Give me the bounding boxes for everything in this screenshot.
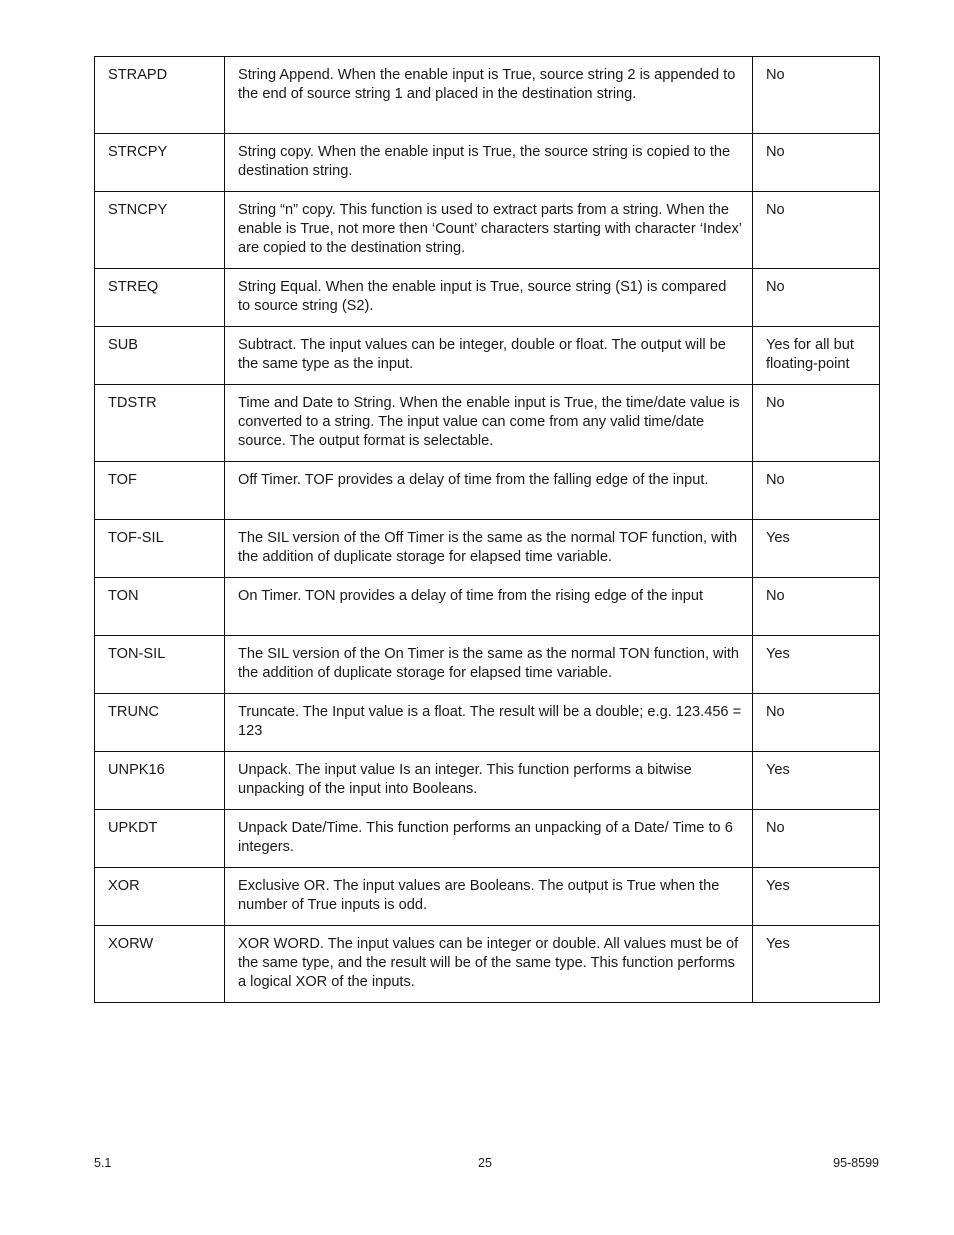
function-name: STRAPD: [95, 57, 225, 134]
function-description: Unpack. The input value Is an integer. This function performs a bitwise unpacking of the input into Booleans.: [225, 752, 753, 810]
function-description: On Timer. TON provides a delay of time from the rising edge of the input: [225, 578, 753, 636]
sil-capable: No: [753, 134, 880, 192]
table-row: [95, 520, 880, 578]
function-description: Off Timer. TOF provides a delay of time from the falling edge of the input.: [225, 462, 753, 520]
function-description: The SIL version of the On Timer is the same as the normal TON function, with the addition of duplicate storage for elapsed time variable.: [225, 636, 753, 694]
function-description: String copy. When the enable input is True, the source string is copied to the destination string.: [225, 134, 753, 192]
function-name: TON-SIL: [95, 636, 225, 694]
table-row: [95, 385, 880, 462]
sil-capable: Yes: [753, 752, 880, 810]
sil-capable: No: [753, 57, 880, 134]
sil-capable: No: [753, 385, 880, 462]
function-name: XOR: [95, 868, 225, 926]
footer-revision: 5.1: [94, 1156, 112, 1170]
sil-capable: No: [753, 192, 880, 269]
function-name: STRCPY: [95, 134, 225, 192]
function-name: XORW: [95, 926, 225, 1003]
table-row: [95, 578, 880, 636]
table-row: [95, 636, 880, 694]
function-name: STNCPY: [95, 192, 225, 269]
table-row: [95, 327, 880, 385]
table-row: [95, 462, 880, 520]
table-row: [95, 269, 880, 327]
sil-capable: Yes: [753, 636, 880, 694]
table-row: [95, 926, 880, 1003]
function-description: String Equal. When the enable input is True, source string (S1) is compared to source string (S2).: [225, 269, 753, 327]
function-description: Subtract. The input values can be integer, double or float. The output will be the same type as the input.: [225, 327, 753, 385]
table-row: [95, 192, 880, 269]
sil-capable: No: [753, 578, 880, 636]
function-description: The SIL version of the Off Timer is the same as the normal TOF function, with the addition of duplicate storage for elapsed time variable.: [225, 520, 753, 578]
function-description: Time and Date to String. When the enable input is True, the time/date value is converted to a string. The input value can come from any valid time/date source. The output format is selectable.: [225, 385, 753, 462]
function-name: SUB: [95, 327, 225, 385]
function-name: STREQ: [95, 269, 225, 327]
function-description: Truncate. The Input value is a float. The result will be a double; e.g. 123.456 = 123: [225, 694, 753, 752]
table-row: [95, 810, 880, 868]
table-row: [95, 752, 880, 810]
function-name: UNPK16: [95, 752, 225, 810]
sil-capable: Yes: [753, 520, 880, 578]
function-name: TOF: [95, 462, 225, 520]
function-description: String “n” copy. This function is used to extract parts from a string. When the enable is True, not more then ‘Count’ characters starting with character ‘Index’ are copied to the destination string.: [225, 192, 753, 269]
function-name: TDSTR: [95, 385, 225, 462]
sil-capable: Yes for all but floating-point: [753, 327, 880, 385]
function-name: TON: [95, 578, 225, 636]
footer-page-number: 25: [478, 1156, 492, 1170]
sil-capable: No: [753, 269, 880, 327]
sil-capable: Yes: [753, 868, 880, 926]
table-row: [95, 694, 880, 752]
sil-capable: No: [753, 462, 880, 520]
sil-capable: Yes: [753, 926, 880, 1003]
function-description: String Append. When the enable input is True, source string 2 is appended to the end of source string 1 and placed in the destination string.: [225, 57, 753, 134]
function-description: Exclusive OR. The input values are Booleans. The output is True when the number of True inputs is odd.: [225, 868, 753, 926]
table-row: [95, 57, 880, 134]
function-name: TRUNC: [95, 694, 225, 752]
function-name: TOF-SIL: [95, 520, 225, 578]
table-row: [95, 134, 880, 192]
table-row: [95, 868, 880, 926]
footer-document-number: 95-8599: [833, 1156, 879, 1170]
sil-capable: No: [753, 694, 880, 752]
function-name: UPKDT: [95, 810, 225, 868]
function-description: Unpack Date/Time. This function performs an unpacking of a Date/ Time to 6 integers.: [225, 810, 753, 868]
function-description: XOR WORD. The input values can be integer or double. All values must be of the same type, and the result will be of the same type. This function performs a logical XOR of the inputs.: [225, 926, 753, 1003]
sil-capable: No: [753, 810, 880, 868]
function-table: [94, 56, 880, 1003]
